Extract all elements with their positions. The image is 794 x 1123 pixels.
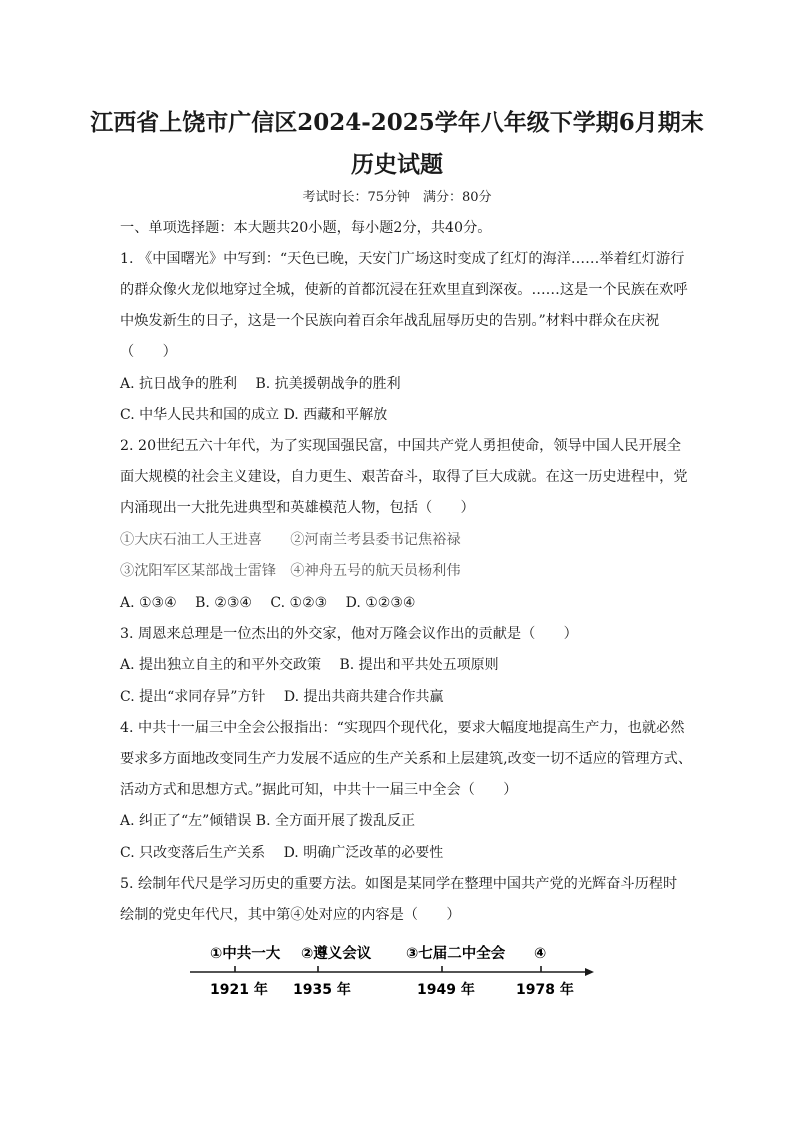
q4-line-2: 要求多方面地改变同生产力发展不适应的生产关系和上层建筑,改变一切不适应的管理方式、 [120,751,693,767]
timeline-label-3: ③七届二中全会 [406,946,506,962]
timeline-year-1: 1921 年 [210,982,268,998]
timeline-label-1: ①中共一大 [210,946,281,962]
q3-options-1: A. 提出独立自主的和平外交政策 B. 提出和平共处五项原则 [120,657,499,673]
timeline-label-2: ②遵义会议 [301,946,372,962]
party-history-timeline [188,936,608,1006]
exam-title-line2: 历史试题 [351,151,443,178]
q1-options-1: A. 抗日战争的胜利 B. 抗美援朝战争的胜利 [120,376,401,392]
timeline-label-4: ④ [534,946,547,962]
exam-title-line1: 江西省上饶市广信区2024-2025学年八年级下学期6月期末 [90,109,704,136]
timeline-year-4: 1978 年 [516,982,574,998]
q1-line-1: 1. 《中国曙光》中写到：“天色已晚，天安门广场这时变成了红灯的海洋……举着红灯游行 [120,251,685,267]
q2-line-3: 内涌现出一大批先进典型和英雄模范人物，包括（ ） [120,500,475,516]
q2-line-1: 2. 20世纪五六十年代，为了实现国强民富，中国共产党人勇担使命，领导中国人民开展全 [120,438,682,454]
q4-options-1: A. 纠正了“左”倾错误 B. 全方面开展了拨乱反正 [120,813,415,829]
q5-line-2: 绘制的党史年代尺，其中第④处对应的内容是（ ） [120,907,461,923]
exam-info: 考试时长：75分钟 满分：80分 [302,190,492,205]
q5-line-1: 5. 绘制年代尺是学习历史的重要方法。如图是某同学在整理中国共产党的光辉奋斗历程时 [120,876,678,892]
q2-line-2: 面大规模的社会主义建设，自力更生、艰苦奋斗，取得了巨大成就。在这一历史进程中，党 [120,469,688,485]
q4-line-1: 4. 中共十一届三中全会公报指出：“实现四个现代化，要求大幅度地提高生产力，也就必然 [120,720,685,736]
timeline-arrow-icon [585,968,594,976]
q2-options: A. ①③④ B. ②③④ C. ①②③ D. ①②③④ [120,595,416,611]
section-heading: 一、单项选择题：本大题共20小题，每小题2分，共40分。 [120,220,492,236]
timeline-year-2: 1935 年 [293,982,351,998]
q1-options-2: C. 中华人民共和国的成立 D. 西藏和平解放 [120,407,388,423]
q2-items-2: ③沈阳军区某部战士雷锋 ④神舟五号的航天员杨利伟 [120,563,461,579]
q2-items-1: ①大庆石油工人王进喜 ②河南兰考县委书记焦裕禄 [120,532,461,548]
q1-line-3: 中焕发新生的日子，这是一个民族向着百余年战乱屈辱历史的告别。”材料中群众在庆祝 [120,313,660,329]
timeline-year-3: 1949 年 [417,982,475,998]
q1-line-4: （ ） [120,344,177,360]
q4-options-2: C. 只改变落后生产关系 D. 明确广泛改革的必要性 [120,845,444,861]
q3-line: 3. 周恩来总理是一位杰出的外交家，他对万隆会议作出的贡献是（ ） [120,626,578,642]
q3-options-2: C. 提出“求同存异”方针 D. 提出共商共建合作共赢 [120,689,444,705]
q4-line-3: 活动方式和思想方式。”据此可知，中共十一届三中全会（ ） [120,782,518,798]
q1-line-2: 的群众像火龙似地穿过全城，使新的首都沉浸在狂欢里直到深夜。……这是一个民族在欢呼 [120,282,688,298]
